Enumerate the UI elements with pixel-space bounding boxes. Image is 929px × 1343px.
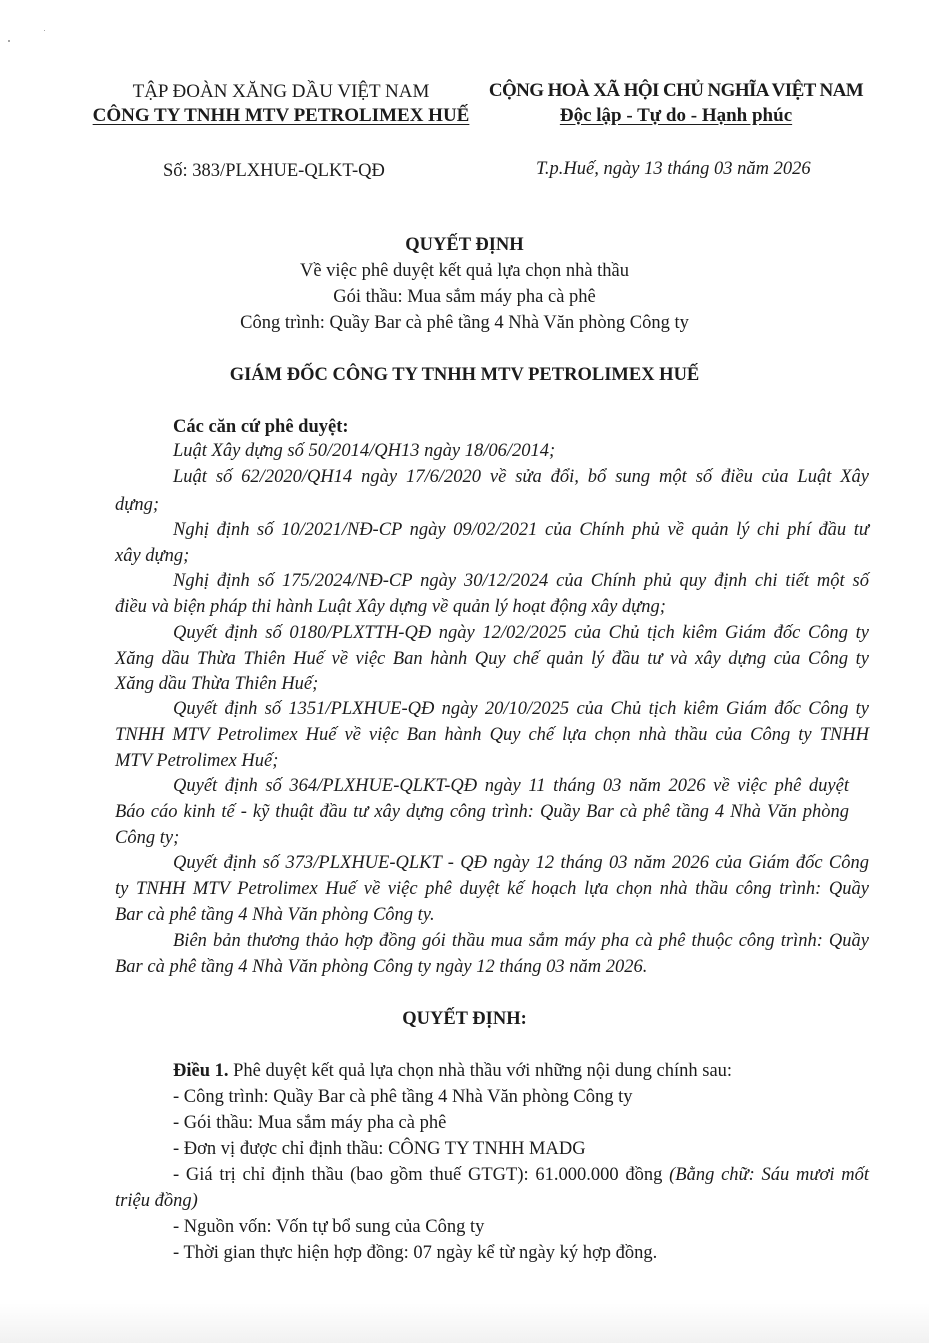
nation-title: CỘNG HOÀ XÃ HỘI CHỦ NGHĨA VIỆT NAM [488, 80, 864, 101]
basis-2: Luật số 62/2020/QH14 ngày 17/6/2020 về sửa đổi, bổ sung một số điều của Luật Xây [173, 467, 869, 487]
scan-speck [8, 40, 10, 42]
org-parent: TẬP ĐOÀN XĂNG DẦU VIỆT NAM [132, 81, 430, 102]
basis-7: Quyết định số 364/PLXHUE-QLKT-QĐ ngày 11 tháng 03 năm 2026 về việc phê duyệt [173, 776, 849, 796]
article-1-funding: - Nguồn vốn: Vốn tự bổ sung của Công ty [173, 1217, 485, 1237]
decision-subject: Về việc phê duyệt kết quả lựa chọn nhà thầu [299, 261, 630, 281]
basis-6-cont: TNHH MTV Petrolimex Huế về việc Ban hành Quy chế lựa chọn nhà thầu của Công ty TNHH [115, 725, 869, 745]
basis-7-cont: Báo cáo kinh tế - kỹ thuật đầu tư xây dựng công trình: Quầy Bar cà phê tầng 4 Nhà Văn phòng [115, 802, 849, 822]
basis-4-cont: điều và biện pháp thi hành Luật Xây dựng về quản lý hoạt động xây dựng; [115, 597, 666, 617]
basis-1: Luật Xây dựng số 50/2014/QH13 ngày 18/06/2014; [173, 441, 556, 461]
decision-heading: QUYẾT ĐỊNH: [402, 1009, 527, 1029]
project-name: Công trình: Quầy Bar cà phê tầng 4 Nhà Văn phòng Công ty [240, 313, 689, 333]
article-1-project: - Công trình: Quầy Bar cà phê tầng 4 Nhà Văn phòng Công ty [173, 1087, 633, 1107]
basis-5: Quyết định số 0180/PLXTTH-QĐ ngày 12/02/2025 của Chủ tịch kiêm Giám đốc Công ty [173, 623, 869, 643]
article-1-package: - Gói thầu: Mua sắm máy pha cà phê [173, 1113, 447, 1133]
basis-9-cont: Bar cà phê tầng 4 Nhà Văn phòng Công ty ngày 12 tháng 03 năm 2026. [115, 957, 648, 977]
basis-6-cont: MTV Petrolimex Huế; [115, 751, 279, 771]
basis-5-cont: Xăng dầu Thừa Thiên Huế về việc Ban hành Quy chế quản lý đầu tư và xây dựng của Công ty [115, 649, 869, 669]
basis-3-cont: xây dựng; [115, 546, 190, 566]
scan-speck [44, 30, 45, 31]
basis-5-cont: Xăng dầu Thừa Thiên Huế; [115, 674, 319, 694]
basis-4: Nghị định số 175/2024/NĐ-CP ngày 30/12/2024 của Chính phủ quy định chi tiết một số [173, 571, 869, 591]
article-1-text: Phê duyệt kết quả lựa chọn nhà thầu với những nội dung chính sau: [228, 1061, 733, 1081]
basis-3: Nghị định số 10/2021/NĐ-CP ngày 09/02/2021 của Chính phủ về quản lý chi phí đầu tư [173, 520, 869, 540]
org-name [86, 104, 476, 128]
basis-6: Quyết định số 1351/PLXHUE-QĐ ngày 20/10/2025 của Chủ tịch kiêm Giám đốc Công ty [173, 699, 869, 719]
motto [486, 104, 866, 128]
org-name-text: CÔNG TY TNHH MTV PETROLIMEX HUẾ [92, 105, 470, 126]
article-1-contractor: - Đơn vị được chỉ định thầu: CÔNG TY TNHH MADG [173, 1139, 586, 1159]
place-date: T.p.Huế, ngày 13 tháng 03 năm 2026 [536, 159, 811, 179]
article-1-value-words-cont: triệu đồng) [115, 1191, 198, 1211]
article-1-intro [173, 1058, 732, 1084]
scan-bottom-shade [0, 1303, 929, 1343]
basis-9: Biên bản thương thảo hợp đồng gói thầu mua sắm máy pha cà phê thuộc công trình: Quầy [173, 931, 869, 951]
package-name: Gói thầu: Mua sắm máy pha cà phê [333, 287, 596, 307]
article-1-duration: - Thời gian thực hiện hợp đồng: 07 ngày kể từ ngày ký hợp đồng. [173, 1243, 658, 1263]
decision-title: QUYẾT ĐỊNH [405, 235, 524, 255]
basis-7-cont: Công ty; [115, 828, 180, 848]
article-1-value-amount: - Giá trị chỉ định thầu (bao gồm thuế GTGT): 61.000.000 đồng [173, 1165, 670, 1185]
issuing-authority: GIÁM ĐỐC CÔNG TY TNHH MTV PETROLIMEX HUẾ [229, 365, 700, 385]
basis-8-cont: Bar cà phê tầng 4 Nhà Văn phòng Công ty. [115, 905, 435, 925]
article-1-label: Điều 1. [173, 1061, 229, 1081]
document-number: Số: 383/PLXHUE-QLKT-QĐ [163, 161, 385, 181]
article-1-value-words: (Bằng chữ: Sáu mươi mốt [669, 1165, 870, 1185]
basis-8-cont: ty TNHH MTV Petrolimex Huế về việc phê duyệt kế hoạch lựa chọn nhà thầu công trình: Quầy [115, 879, 869, 899]
bases-heading: Các căn cứ phê duyệt: [173, 417, 349, 437]
basis-8: Quyết định số 373/PLXHUE-QLKT - QĐ ngày 12 tháng 03 năm 2026 của Giám đốc Công [173, 853, 869, 873]
basis-2-cont: dựng; [115, 495, 160, 515]
article-1-value [173, 1162, 869, 1188]
motto-text: Độc lập - Tự do - Hạnh phúc [559, 105, 793, 126]
